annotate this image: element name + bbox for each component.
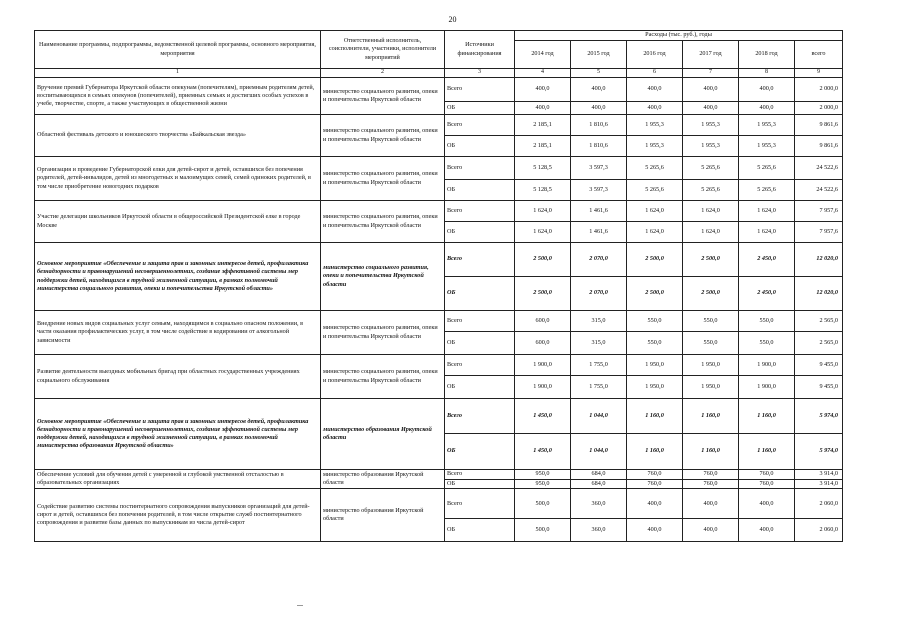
expense-value: 1 160,0 (683, 434, 739, 470)
expense-value: 760,0 (683, 480, 739, 489)
expense-value: 550,0 (627, 311, 683, 332)
expense-total: 24 522,6 (795, 157, 843, 180)
table-row (35, 115, 843, 136)
expense-value: 600,0 (515, 332, 571, 355)
column-number: 4 (515, 69, 571, 78)
expense-value: 1 755,0 (571, 355, 627, 376)
expense-value: 1 160,0 (739, 434, 795, 470)
expense-value: 760,0 (739, 480, 795, 489)
activity-name: Основное мероприятие «Обеспечение и защита прав и законных интересов детей, профилактика безнадзорности и правонарушений несовершеннолетних, создание эффективной системы мер поддержки детей, находящихся в трудной жизненной ситуации, в рамках полномочий министерства образования Иркутской области» (35, 399, 321, 470)
expense-value: 5 265,6 (739, 180, 795, 201)
table-row (35, 157, 843, 180)
expense-value: 2 500,0 (683, 277, 739, 311)
expense-total: 2 000,0 (795, 102, 843, 115)
expense-total: 5 974,0 (795, 434, 843, 470)
responsible-executor: министерство социального развития, опеки и попечительства Иркутской области (321, 311, 445, 355)
expense-value: 400,0 (515, 102, 571, 115)
expense-value: 550,0 (683, 332, 739, 355)
expense-value: 1 624,0 (627, 201, 683, 222)
expense-value: 2 070,0 (571, 277, 627, 311)
header-year: 2017 год (683, 41, 739, 69)
funding-source: Всего (445, 115, 515, 136)
column-number: 5 (571, 69, 627, 78)
expense-total: 2 565,0 (795, 332, 843, 355)
funding-source: ОБ (445, 332, 515, 355)
budget-table (34, 30, 843, 542)
expense-value: 2 500,0 (683, 243, 739, 277)
expense-value: 400,0 (571, 102, 627, 115)
column-number: 7 (683, 69, 739, 78)
expense-value: 360,0 (571, 519, 627, 542)
expense-value: 760,0 (627, 470, 683, 480)
expense-total: 2 060,0 (795, 489, 843, 519)
expense-value: 5 265,6 (627, 180, 683, 201)
expense-total: 7 957,6 (795, 201, 843, 222)
expense-value: 760,0 (739, 470, 795, 480)
table-row (35, 78, 843, 102)
expense-value: 760,0 (627, 480, 683, 489)
header-year: 2018 год (739, 41, 795, 69)
expense-value: 1 950,0 (627, 355, 683, 376)
expense-value: 1 160,0 (627, 399, 683, 434)
table-row (35, 489, 843, 519)
expense-value: 1 160,0 (683, 399, 739, 434)
expense-value: 315,0 (571, 332, 627, 355)
funding-source: Всего (445, 489, 515, 519)
table-body (35, 78, 843, 542)
expense-value: 684,0 (571, 480, 627, 489)
header-name: Наименование программы, подпрограммы, ведомственной целевой программы, основного мероприятия, мероприятия (35, 31, 321, 69)
funding-source: Всего (445, 470, 515, 480)
expense-value: 1 624,0 (739, 201, 795, 222)
expense-value: 1 044,0 (571, 399, 627, 434)
expense-value: 1 810,6 (571, 136, 627, 157)
funding-source: Всего (445, 201, 515, 222)
expense-value: 400,0 (571, 78, 627, 102)
expense-value: 950,0 (515, 480, 571, 489)
responsible-executor: министерство социального развития, опеки и попечительства Иркутской области (321, 355, 445, 399)
expense-value: 2 500,0 (515, 243, 571, 277)
expense-value: 760,0 (683, 470, 739, 480)
expense-value: 5 265,6 (683, 157, 739, 180)
expense-value: 1 160,0 (627, 434, 683, 470)
expense-value: 5 265,6 (683, 180, 739, 201)
funding-source: Всего (445, 311, 515, 332)
activity-name: Областной фестиваль детского и юношеского творчества «Байкальская звезда» (35, 115, 321, 157)
expense-value: 5 265,6 (627, 157, 683, 180)
expense-value: 500,0 (515, 519, 571, 542)
expense-value: 1 900,0 (515, 376, 571, 399)
responsible-executor: министерство образования Иркутской области (321, 399, 445, 470)
expense-value: 1 450,0 (515, 434, 571, 470)
funding-source: Всего (445, 157, 515, 180)
table-row (35, 355, 843, 376)
expense-value: 400,0 (683, 489, 739, 519)
funding-source: ОБ (445, 102, 515, 115)
responsible-executor: министерство образования Иркутской области (321, 489, 445, 542)
expense-value: 400,0 (515, 78, 571, 102)
expense-value: 1 624,0 (627, 222, 683, 243)
funding-source: ОБ (445, 376, 515, 399)
column-number: 9 (795, 69, 843, 78)
expense-total: 24 522,6 (795, 180, 843, 201)
expense-total: 12 020,0 (795, 277, 843, 311)
expense-value: 2 450,0 (739, 243, 795, 277)
expense-value: 550,0 (683, 311, 739, 332)
funding-source: ОБ (445, 480, 515, 489)
header-year: 2016 год (627, 41, 683, 69)
expense-value: 2 500,0 (627, 277, 683, 311)
header-responsible: Ответственный исполнитель, соисполнители, участники, исполнители мероприятий (321, 31, 445, 69)
activity-name: Вручение премий Губернатора Иркутской области опекунам (попечителям), приемным родителям детей, воспитывающихся в семьях опекунов (попечителей), приемных семьях и достигших особых успехов в учебе, творчестве, спорте, а также участвующих в общественной жизни (35, 78, 321, 115)
funding-source: ОБ (445, 222, 515, 243)
expense-value: 1 950,0 (627, 376, 683, 399)
expense-value: 360,0 (571, 489, 627, 519)
activity-name: Обеспечение условий для обучения детей с умеренной и глубокой умственной отсталостью в образовательных организациях (35, 470, 321, 489)
expense-value: 1 955,3 (683, 136, 739, 157)
responsible-executor: министерство социального развития, опеки и попечительства Иркутской области (321, 78, 445, 115)
expense-value: 1 810,6 (571, 115, 627, 136)
expense-value: 400,0 (683, 519, 739, 542)
activity-name: Основное мероприятие «Обеспечение и защита прав и законных интересов детей, профилактика безнадзорности и правонарушений несовершеннолетних, создание эффективной системы мер поддержки детей, находящихся в трудной жизненной ситуации, в рамках полномочий министерства социального развития, опеки и попечительства Иркутской области» (35, 243, 321, 311)
expense-value: 500,0 (515, 489, 571, 519)
activity-name: Внедрение новых видов социальных услуг семьям, находящимся в социально опасном положении, в части оказания профилактических услуг, в том числе содействие в кодировании от алкогольной зависимости (35, 311, 321, 355)
activity-name: Участие делегации школьников Иркутской области в общероссийской Президентской елке в городе Москве (35, 201, 321, 243)
header-total: всего (795, 41, 843, 69)
expense-value: 400,0 (627, 78, 683, 102)
expense-value: 2 185,1 (515, 136, 571, 157)
expense-total: 12 020,0 (795, 243, 843, 277)
expense-total: 3 914,0 (795, 470, 843, 480)
expense-value: 1 461,6 (571, 201, 627, 222)
funding-source: Всего (445, 78, 515, 102)
expense-value: 1 624,0 (683, 201, 739, 222)
expense-value: 2 070,0 (571, 243, 627, 277)
table-row (35, 470, 843, 480)
responsible-executor: министерство социального развития, опеки и попечительства Иркутской области (321, 201, 445, 243)
expense-value: 1 755,0 (571, 376, 627, 399)
expense-value: 400,0 (683, 102, 739, 115)
expense-value: 400,0 (627, 489, 683, 519)
expense-value: 550,0 (739, 311, 795, 332)
scan-mark (297, 605, 303, 606)
funding-source: ОБ (445, 277, 515, 311)
activity-name: Развитие деятельности выездных мобильных бригад при областных государственных учреждениях социального обслуживания (35, 355, 321, 399)
expense-total: 2 000,0 (795, 78, 843, 102)
expense-value: 1 955,3 (627, 136, 683, 157)
expense-value: 1 900,0 (739, 376, 795, 399)
expense-value: 1 950,0 (683, 355, 739, 376)
column-number: 6 (627, 69, 683, 78)
expense-value: 1 624,0 (515, 201, 571, 222)
expense-total: 2 060,0 (795, 519, 843, 542)
expense-value: 3 597,3 (571, 157, 627, 180)
expense-value: 600,0 (515, 311, 571, 332)
expense-value: 684,0 (571, 470, 627, 480)
responsible-executor: министерство социального развития, опеки и попечительства Иркутской области (321, 243, 445, 311)
header-year: 2015 год (571, 41, 627, 69)
responsible-executor: министерство образования Иркутской области (321, 470, 445, 489)
expense-value: 1 160,0 (739, 399, 795, 434)
expense-value: 5 128,5 (515, 157, 571, 180)
funding-source: Всего (445, 355, 515, 376)
funding-source: ОБ (445, 519, 515, 542)
column-number: 8 (739, 69, 795, 78)
table-row (35, 201, 843, 222)
column-number: 3 (445, 69, 515, 78)
expense-value: 400,0 (739, 519, 795, 542)
expense-value: 550,0 (739, 332, 795, 355)
expense-value: 1 955,3 (683, 115, 739, 136)
header-source: Источники финансирования (445, 31, 515, 69)
table-row (35, 399, 843, 434)
header-year: 2014 год (515, 41, 571, 69)
expense-value: 1 450,0 (515, 399, 571, 434)
header-expenses: Расходы (тыс. руб.), годы (515, 31, 843, 41)
expense-total: 5 974,0 (795, 399, 843, 434)
expense-value: 400,0 (683, 78, 739, 102)
expense-value: 1 900,0 (739, 355, 795, 376)
expense-value: 3 597,3 (571, 180, 627, 201)
table-row (35, 243, 843, 277)
expense-value: 950,0 (515, 470, 571, 480)
expense-total: 9 455,0 (795, 355, 843, 376)
column-number: 2 (321, 69, 445, 78)
expense-value: 400,0 (739, 489, 795, 519)
expense-value: 1 900,0 (515, 355, 571, 376)
responsible-executor: министерство социального развития, опеки и попечительства Иркутской области (321, 157, 445, 201)
expense-value: 400,0 (739, 78, 795, 102)
expense-total: 9 455,0 (795, 376, 843, 399)
funding-source: Всего (445, 243, 515, 277)
responsible-executor: министерство социального развития, опеки и попечительства Иркутской области (321, 115, 445, 157)
expense-value: 2 500,0 (627, 243, 683, 277)
funding-source: ОБ (445, 434, 515, 470)
activity-name: Организация и проведение Губернаторской елки для детей-сирот и детей, оставшихся без попечения родителей, детей-инвалидов, детей из многодетных и малоимущих семей, семей одиноких родителей, в том числе приобретение новогодних подарков (35, 157, 321, 201)
expense-value: 1 624,0 (683, 222, 739, 243)
expense-total: 2 565,0 (795, 311, 843, 332)
funding-source: Всего (445, 399, 515, 434)
expense-total: 3 914,0 (795, 480, 843, 489)
expense-value: 400,0 (627, 102, 683, 115)
expense-value: 1 461,6 (571, 222, 627, 243)
funding-source: ОБ (445, 180, 515, 201)
activity-name: Содействие развитию системы постинтернатного сопровождения выпускников организаций для детей-сирот и детей, оставшихся без попечения родителей, в том числе открытие служб постинтернатного сопровождения и развитие базы данных по выпускникам из числа детей-сирот (35, 489, 321, 542)
expense-value: 550,0 (627, 332, 683, 355)
expense-total: 7 957,6 (795, 222, 843, 243)
expense-value: 1 955,3 (739, 115, 795, 136)
expense-total: 9 861,6 (795, 136, 843, 157)
expense-value: 400,0 (739, 102, 795, 115)
expense-value: 1 044,0 (571, 434, 627, 470)
expense-value: 5 265,6 (739, 157, 795, 180)
expense-value: 2 500,0 (515, 277, 571, 311)
expense-value: 400,0 (627, 519, 683, 542)
column-number: 1 (35, 69, 321, 78)
page-number: 20 (448, 15, 457, 24)
table-row (35, 311, 843, 332)
expense-value: 1 624,0 (739, 222, 795, 243)
expense-value: 315,0 (571, 311, 627, 332)
expense-value: 1 955,3 (627, 115, 683, 136)
expense-value: 1 950,0 (683, 376, 739, 399)
expense-value: 2 185,1 (515, 115, 571, 136)
expense-value: 2 450,0 (739, 277, 795, 311)
expense-value: 1 624,0 (515, 222, 571, 243)
expense-total: 9 861,6 (795, 115, 843, 136)
expense-value: 1 955,3 (739, 136, 795, 157)
expense-value: 5 128,5 (515, 180, 571, 201)
funding-source: ОБ (445, 136, 515, 157)
